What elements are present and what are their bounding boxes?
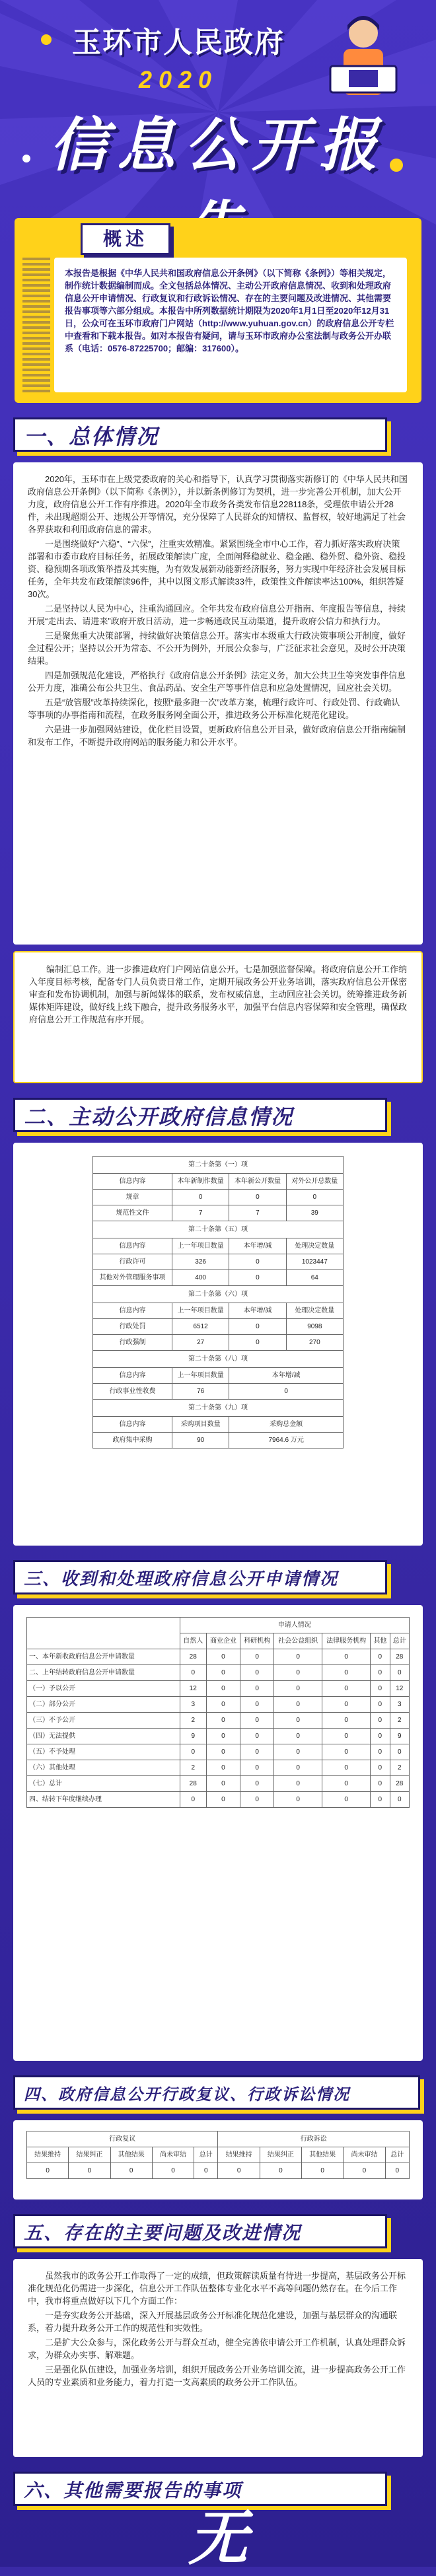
report-year: 2020 [138,66,219,93]
table-row: （七）总计 28 0 0 0 0 0 28 [27,1776,410,1792]
table-row: 行政许可 326 0 1023447 [93,1254,344,1270]
section-header-overview [0,413,436,452]
table-row: 其他对外管理服务事项 400 0 64 [93,1270,344,1286]
overview-paragraph: 一是围绕做好“六稳”、“六保”，注重实效精准。紧紧围绕全市中心工作，着力抓好落实政府决策部署和市委市政府目标任务，拓展政策解读广度，全面阐释稳就业、稳金融、稳外贸、稳外资、稳投资、稳预期各项政策举措及其实施，为有效发展新动能新经济服务，努力实现中年经济社会发展目标任务，全年共发布政策解读96件，其中以图文形式解读33件，政策性文件解读率达100%，组织答疑30次。 [28,539,406,599]
section-title: 一、总体情况 [24,425,159,448]
overview-paragraph: 五是“放管服”改革持续深化，按照“最多跑一次”改革方案，梳理行政许可、行政处罚、行政确认等事项的办事指南和流程，在政务服务网全面公开，推进政务公开标准化规范化建设。 [28,698,400,720]
summary-spine-decoration [22,258,50,392]
table-caption: 第二十条第（六）项 [93,1286,344,1303]
table-row: （五）不予处理 0 0 0 0 0 0 0 [27,1744,410,1760]
table-caption: 行政诉讼 [218,2131,410,2147]
problems-paragraph: 三是强化队伍建设，加强业务培训，组织开展政务公开业务培训交流，进一步提高政务公开工作人员的专业素质和业务能力，着力打造一支高素质的政务公开工作队伍。 [28,2365,406,2387]
overview-paragraph: 二是坚持以人民为中心，注重沟通回应。全年共发布政府信息公开指南、年度报告等信息，持续开展“走出去、请进来”政府开放日活动，进一步畅通政民互动渠道，提升政府公信力和执行力。 [28,604,406,626]
overview-paragraph: 三是聚焦重大决策部署，持续做好决策信息公开。落实市本级重大行政决策事项公开制度，做好全过程公开；坚持以公开为常态、不公开为例外，开展公众参与，广泛征求社会意见，及时公开决策结果。 [28,631,406,666]
overview-card [13,462,423,945]
section-header-proactive [0,1094,436,1132]
problems-paragraph: 二是扩大公众参与，深化政务公开与群众互动，健全完善依申请公开工作机制，认真处理群众诉求，为群众办实事、解难题。 [28,2338,406,2360]
summary-tag: 概述 [81,223,170,255]
table-row: （一）予以公开 12 0 0 0 0 0 12 [27,1681,410,1697]
table-row: 规章 0 0 0 [93,1190,344,1205]
section-header-requests [0,1556,436,1594]
section-title: 二、主动公开政府信息情况 [24,1105,294,1129]
requests-table-body [27,1649,410,1808]
requests-table-card [13,1605,423,2061]
table-caption: 行政复议 [27,2131,218,2147]
section-title: 三、收到和处理政府信息公开申请情况 [24,1569,339,1589]
table-row: 一、本年新收政府信息公开申请数量 28 0 0 0 0 0 28 [27,1649,410,1665]
table-row: 政府集中采购 90 7964.6 万元 [93,1433,344,1449]
table-caption: 第二十条第（八）项 [93,1351,344,1368]
review-table-card [13,2120,423,2200]
table-row: （三）不予公开 2 0 0 0 0 0 2 [27,1713,410,1729]
table-header: 本年新公开数量 [229,1174,286,1190]
table-row: 四、结转下年度继续办理 0 0 0 0 0 0 0 [27,1792,410,1808]
proactive-table-card [13,1143,423,1546]
table-header: 对外公开总数量 [286,1174,343,1190]
table-row: （二）部分公开 3 0 0 0 0 0 3 [27,1697,410,1713]
table-row: 行政强制 27 0 270 [93,1335,344,1351]
section-title: 六、其他需要报告的事项 [24,2480,242,2501]
section-header-problems [0,2210,436,2248]
problems-paragraph: 虽然我市的政务公开工作取得了一定的成绩，但政策解读质量有待进一步提高，基层政务公开标准化规范化仍需进一步深化，信息公开工作队伍整体专业化水平不高等问题仍然存在。在今后工作中，我市将重点做好以下几个方面工作： [28,2271,406,2306]
overview-paragraph: 六是进一步加强网站建设，优化栏目设置，更新政府信息公开目录，做好政府信息公开指南编制和发布工作，不断提升政府网站的服务能力和公开水平。 [28,725,406,747]
summary-text: 本报告是根据《中华人民共和国政府信息公开条例》（以下简称《条例》）等相关规定，制作统计数据编制而成。全文包括总体情况、主动公开政府信息情况、收到和处理政府信息公开申请情况、行政复议和行政诉讼情况、存在的主要问题及改进情况、其他需要报告事项等六部分组成。本报告中所列数据统计期限为2020年1月1日至2020年12月31日，公众可在玉环市政府门户网站（http://www.yuhuan.gov.cn）的政府信息公开专栏中查看和下载本报告。如对本报告有疑问，请与玉环市政府办公室法制与政务公开办联系（电话：0576-87225700；邮编：317600）。 [54,258,407,392]
table-row: 行政处罚 6512 0 9098 [93,1319,344,1335]
person-illustration [310,7,416,106]
section-title: 四、政府信息公开行政复议、行政诉讼情况 [24,2086,350,2104]
review-litigation-table: 行政复议 行政诉讼 结果维持 结果纠正 其他结果 尚未审结 总计 结果维持 结果纠正 其他结果 尚未审结 总计 0 0 0 0 0 0 0 0 0 0 [26,2131,410,2179]
table-row: 规范性文件 7 7 39 [93,1205,344,1221]
table-caption: 申请人情况 [180,1618,409,1633]
table-caption: 第二十条第（五）项 [93,1221,344,1238]
section-title: 五、存在的主要问题及改进情况 [24,2223,302,2243]
table-header: 信息内容 [93,1174,172,1190]
overview-paragraph: 2020年，玉环市在上级党委政府的关心和指导下，认真学习贯彻落实新修订的《中华人民共和国政府信息公开条例》（以下简称《条例》），并以新条例修订为契机，进一步完善公开机制，加大公开力度，政府信息公开工作有序推进。2020年全市政务各类发布信息228118条，受理依申请公开28件，未出现超期公开、违规公开等情况，充分保障了人民群众的知情权、监督权，较好地满足了社会各界获取和利用政府信息的需求。 [28,474,408,534]
table-row: 0 0 0 0 0 0 0 0 0 0 [27,2163,410,2179]
overview-paragraph: 四是加强规范化建设，严格执行《政府信息公开条例》法定义务，加大公共卫生等突发事件信息公开力度，准确公布公共卫生、食品药品、安全生产等事件信息和应急处置情况，回应社会关切。 [28,670,406,693]
table-caption: 第二十条第（一）项 [93,1157,344,1174]
problems-paragraph: 一是夯实政务公开基础，深入开展基层政务公开标准化规范化建设，加强与基层群众的沟通联系，着力提升政务公开工作的规范性和实效性。 [28,2310,398,2333]
table-row: （六）其他处理 2 0 0 0 0 0 2 [27,1760,410,1776]
table-row: 二、上年结转政府信息公开申请数量 0 0 0 0 0 0 0 [27,1665,410,1681]
supervision-panel [13,951,423,1083]
table-row: （四）无法提供 9 0 0 0 0 0 9 [27,1729,410,1744]
section-header-review [0,2071,436,2110]
report-title: 信息公开报 [49,112,386,178]
supervision-text: 编制汇总工作。进一步推进政府门户网站信息公开。七是加强监督保障。将政府信息公开工作纳入年度目标考核，配备专门人员负责日常工作，定期开展政务公开业务培训，落实政府信息公开保密审查和发布协调机制，加强与新闻媒体的联系，发布权威信息，主动回应社会关切。统筹推进政务新媒体矩阵建设，做好线上线下融合，提升政务服务水平，加强平台信息内容保障和安全管理，确保政府信息公开工作规范有序开展。 [29,964,408,1024]
summary-panel [15,218,421,403]
city-title: 玉环市人民政府 [72,26,285,59]
hero-banner [0,0,436,225]
proactive-disclosure-table: 第二十条第（一）项 信息内容 本年新制作数量 本年新公开数量 对外公开总数量 规章 0 0 0 规范性文件 7 7 39 第二十条第（五）项 信息内容 上一年项目数量 本年增/减 处理决定数量 行政许可 326 0 1023447 其他对外管理服务事项 400 0 64 第二十条第（六）项 信息内容 上一年项目数量 本年增/减 处理决定数量 行政处罚 6512 0 9098 行政强制 27 0 270 第二十条第（八）项 信息内容 上一年项目数量 本年增/减 行政事业性收费 76 0 第二十条第（九）项 信息内容 采购项目数量 采购总金额 政府集中采购 90 7964.6 万元 [92,1156,344,1449]
other-matters-none: 无 [188,2506,248,2572]
table-caption: 第二十条第（九）项 [93,1400,344,1417]
problems-card [13,2259,423,2457]
table-header: 本年新制作数量 [172,1174,229,1190]
table-row: 行政事业性收费 76 0 [93,1384,344,1400]
requests-table: 申请人情况 自然人 商业企业 科研机构 社会公益组织 法律服务机构 其他 总计 一、本年新收政府信息公开申请数量 28 0 0 0 0 0 28 二、上年结转政府信息公开申请数量 0 0 0 0 0 0 0 （一）予以公开 12 0 0 0 0 0 12 （二）部分公开 3 0 0 0 0 0 3 （三）不予公开 2 0 0 0 0 0 2 （四）无法提供 9 0 0 0 0 0 9 （五）不予处理 0 0 0 0 0 0 0 （六）其他处理 2 0 0 0 0 0 2 （七）总计 28 0 0 0 0 0 28 四、结转下年度继续办理 0 0 0 0 0 0 0 [26,1617,410,1808]
